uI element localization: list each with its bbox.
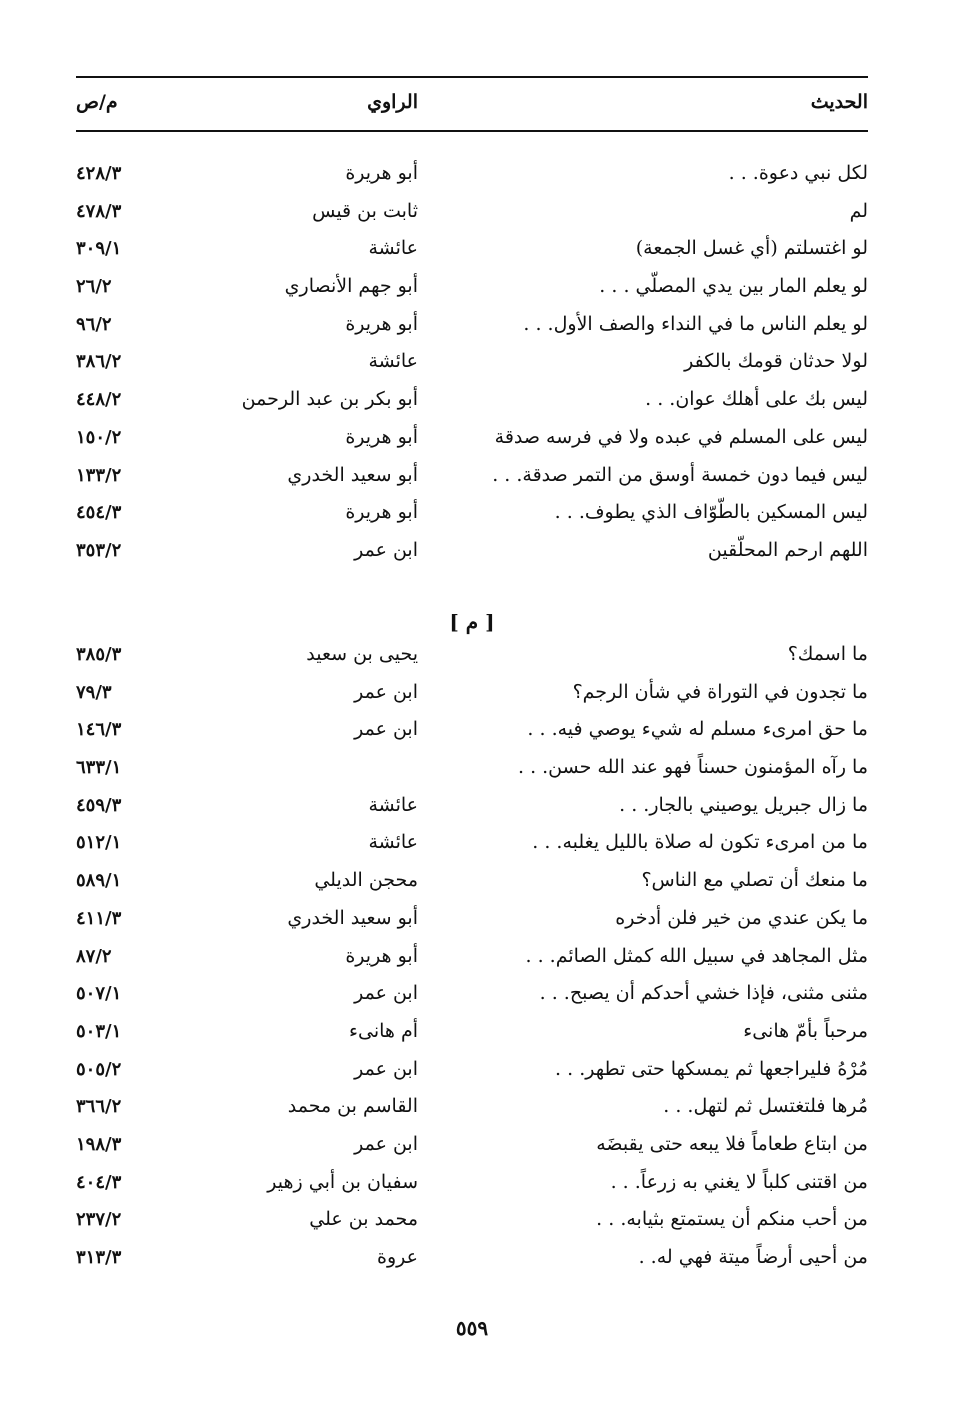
volume-page-ref: ٥٠٣/١ — [76, 1020, 122, 1042]
table-row — [76, 674, 868, 712]
volume-page-ref: ١٩٨/٣ — [76, 1133, 122, 1155]
table-row — [76, 1164, 868, 1202]
volume-page-ref: ٧٩/٣ — [76, 681, 112, 703]
index-page — [76, 0, 868, 1403]
rawi-name: أبو سعيد الخدري — [287, 906, 418, 929]
hadith-text: اللهم ارحم المحلّقين — [707, 538, 868, 561]
hadith-text: لو يعلم الناس ما في النداء والصف الأول. . . — [523, 312, 868, 335]
table-row — [76, 636, 868, 674]
hadith-text: مُرْهُ فليراجعها ثم يمسكها حتى تطهر. . . — [555, 1057, 868, 1080]
table-row — [76, 711, 868, 749]
table-row — [76, 419, 868, 457]
hadith-text: من ابتاع طعاماً فلا يبعه حتى يقبضَه — [596, 1132, 868, 1155]
rawi-name: محمد بن علي — [309, 1208, 418, 1231]
volume-page-ref: ٤١١/٣ — [76, 907, 122, 929]
rawi-name: ابن عمر — [354, 1057, 418, 1080]
hadith-text: لولا حدثان قومك بالكفر — [684, 350, 868, 373]
rawi-name: أبو سعيد الخدري — [287, 463, 418, 486]
table-row — [76, 532, 868, 570]
table-row — [76, 268, 868, 306]
table-row — [76, 1088, 868, 1126]
hadith-text: من أحب منكم أن يستمتع بثيابه. . . — [596, 1208, 868, 1231]
hadith-text: ما منعك أن تصلي مع الناس؟ — [641, 869, 868, 892]
hadith-text: ليس بك على أهلك عوان. . . — [645, 388, 868, 411]
rawi-name: أبو هريرة — [345, 312, 418, 335]
rawi-name: يحيى بن سعيد — [306, 643, 418, 665]
table-header — [76, 84, 868, 120]
volume-page-ref: ٢٣٧/٢ — [76, 1209, 122, 1231]
volume-page-ref: ١٤٦/٣ — [76, 719, 122, 741]
rawi-name: ابن عمر — [354, 718, 418, 741]
table-row — [76, 343, 868, 381]
table-row — [76, 306, 868, 344]
volume-page-ref: ٥١٢/١ — [76, 832, 122, 854]
table-row — [76, 749, 868, 787]
hadith-text: ليس على المسلم في عبده ولا في فرسه صدقة — [494, 425, 868, 448]
volume-page-ref: ٢٦/٢ — [76, 276, 112, 298]
rawi-name: أبو هريرة — [345, 501, 418, 524]
header-ref: م/ص — [76, 91, 118, 113]
table-row — [76, 862, 868, 900]
table-row — [76, 494, 868, 532]
volume-page-ref: ٤٤٨/٢ — [76, 389, 122, 411]
table-row — [76, 193, 868, 231]
rawi-name: القاسم بن محمد — [287, 1095, 418, 1118]
rawi-name: أبو بكر بن عبد الرحمن — [241, 388, 418, 411]
volume-page-ref: ٤٥٩/٣ — [76, 794, 122, 816]
hadith-text: ليس المسكين بالطّوّاف الذي يطوف. . . — [554, 501, 868, 524]
hadith-text: ما تجدون في التوراة في شأن الرجم؟ — [572, 680, 868, 703]
header-rawi: الراوي — [367, 91, 418, 113]
hadith-text: من أحيى أرضاً ميتة فهي له. . — [638, 1246, 868, 1268]
table-row — [76, 1201, 868, 1239]
hadith-text: ليس فيما دون خمسة أوسق من التمر صدقة. . . — [492, 463, 868, 486]
table-row — [76, 457, 868, 495]
volume-page-ref: ٣٥٣/٢ — [76, 539, 122, 561]
rawi-name: محجن الديلي — [314, 869, 418, 892]
volume-page-ref: ٣٦٦/٢ — [76, 1096, 122, 1118]
volume-page-ref: ٤٢٨/٣ — [76, 163, 122, 184]
rawi-name: عروة — [377, 1246, 418, 1268]
rawi-name: ابن عمر — [354, 680, 418, 703]
volume-page-ref: ٣١٣/٣ — [76, 1247, 122, 1268]
rawi-name: عائشة — [368, 831, 418, 854]
hadith-text: من اقتنى كلباً لا يغني به زرعاً. . . — [610, 1170, 868, 1193]
top-rule — [76, 76, 868, 78]
table-row — [76, 230, 868, 268]
rawi-name: سفيان بن أبي زهير — [267, 1170, 418, 1193]
rawi-name: ثابت بن قيس — [312, 199, 418, 222]
hadith-text: ما يكن عندي من خير فلن أدخره — [615, 906, 868, 929]
volume-page-ref: ٨٧/٢ — [76, 945, 112, 967]
hadith-text: لم — [849, 199, 868, 222]
page-number: ٥٥٩ — [455, 1316, 489, 1340]
table-row — [76, 155, 868, 193]
rawi-name: عائشة — [368, 237, 418, 260]
hadith-text: لو يعلم المار بين يدي المصلّي . . . — [599, 275, 868, 298]
rawi-name: عائشة — [368, 350, 418, 373]
hadith-text: لكل نبي دعوة. . . — [728, 162, 868, 184]
volume-page-ref: ٤٧٨/٣ — [76, 200, 122, 222]
volume-page-ref: ٣٠٩/١ — [76, 238, 122, 260]
volume-page-ref: ٥٠٧/١ — [76, 983, 122, 1005]
table-row — [76, 381, 868, 419]
table-row — [76, 900, 868, 938]
section-lam — [76, 155, 868, 570]
section-heading-mim: [ م ] — [449, 610, 495, 634]
rawi-name: أبو هريرة — [345, 425, 418, 448]
table-row — [76, 787, 868, 825]
volume-page-ref: ٥٠٥/٢ — [76, 1058, 122, 1080]
rawi-name: أم هانىء — [349, 1019, 418, 1042]
header-rule — [76, 130, 868, 132]
section-mim — [76, 636, 868, 1277]
table-row — [76, 824, 868, 862]
header-hadith: الحديث — [810, 91, 868, 113]
rawi-name: أبو هريرة — [345, 162, 418, 184]
rawi-name: عائشة — [368, 793, 418, 816]
volume-page-ref: ١٣٣/٢ — [76, 464, 122, 486]
table-row — [76, 975, 868, 1013]
rawi-name: ابن عمر — [354, 538, 418, 561]
hadith-text: مُرها فلتغتسل ثم لتهل. . . — [663, 1095, 868, 1118]
volume-page-ref: ٩٦/٢ — [76, 313, 112, 335]
table-row — [76, 1126, 868, 1164]
rawi-name: أبو هريرة — [345, 944, 418, 967]
volume-page-ref: ٣٨٦/٢ — [76, 351, 122, 373]
hadith-text: مرحباً بأمّ هانىء — [743, 1019, 868, 1042]
hadith-text: مثل المجاهد في سبيل الله كمثل الصائم. . . — [525, 944, 868, 967]
hadith-text: لو اغتسلتم (أي غسل الجمعة) — [635, 237, 868, 260]
table-row — [76, 1013, 868, 1051]
hadith-text: ما اسمك؟ — [787, 643, 868, 665]
volume-page-ref: ٥٨٩/١ — [76, 870, 122, 892]
rawi-name: أبو جهم الأنصاري — [284, 275, 418, 298]
volume-page-ref: ١٥٠/٢ — [76, 426, 122, 448]
table-row — [76, 1239, 868, 1277]
rawi-name: ابن عمر — [354, 982, 418, 1005]
hadith-text: ما حق امرىء مسلم له شيء يوصي فيه. . . — [527, 718, 868, 741]
table-row — [76, 1051, 868, 1089]
volume-page-ref: ٤٥٤/٣ — [76, 502, 122, 524]
table-row — [76, 938, 868, 976]
hadith-text: ما رآه المؤمنون حسناً فهو عند الله حسن. . . — [517, 756, 868, 779]
hadith-text: مثنى مثنى، فإذا خشي أحدكم أن يصبح. . . — [539, 982, 868, 1005]
hadith-text: ما من امرىء تكون له صلاة بالليل يغلبه. . . — [532, 831, 868, 854]
volume-page-ref: ٦٣٣/١ — [76, 757, 122, 779]
volume-page-ref: ٤٠٤/٣ — [76, 1171, 122, 1193]
volume-page-ref: ٣٨٥/٣ — [76, 644, 122, 665]
rawi-name: ابن عمر — [354, 1132, 418, 1155]
hadith-text: ما زال جبريل يوصيني بالجار. . . — [619, 793, 868, 816]
